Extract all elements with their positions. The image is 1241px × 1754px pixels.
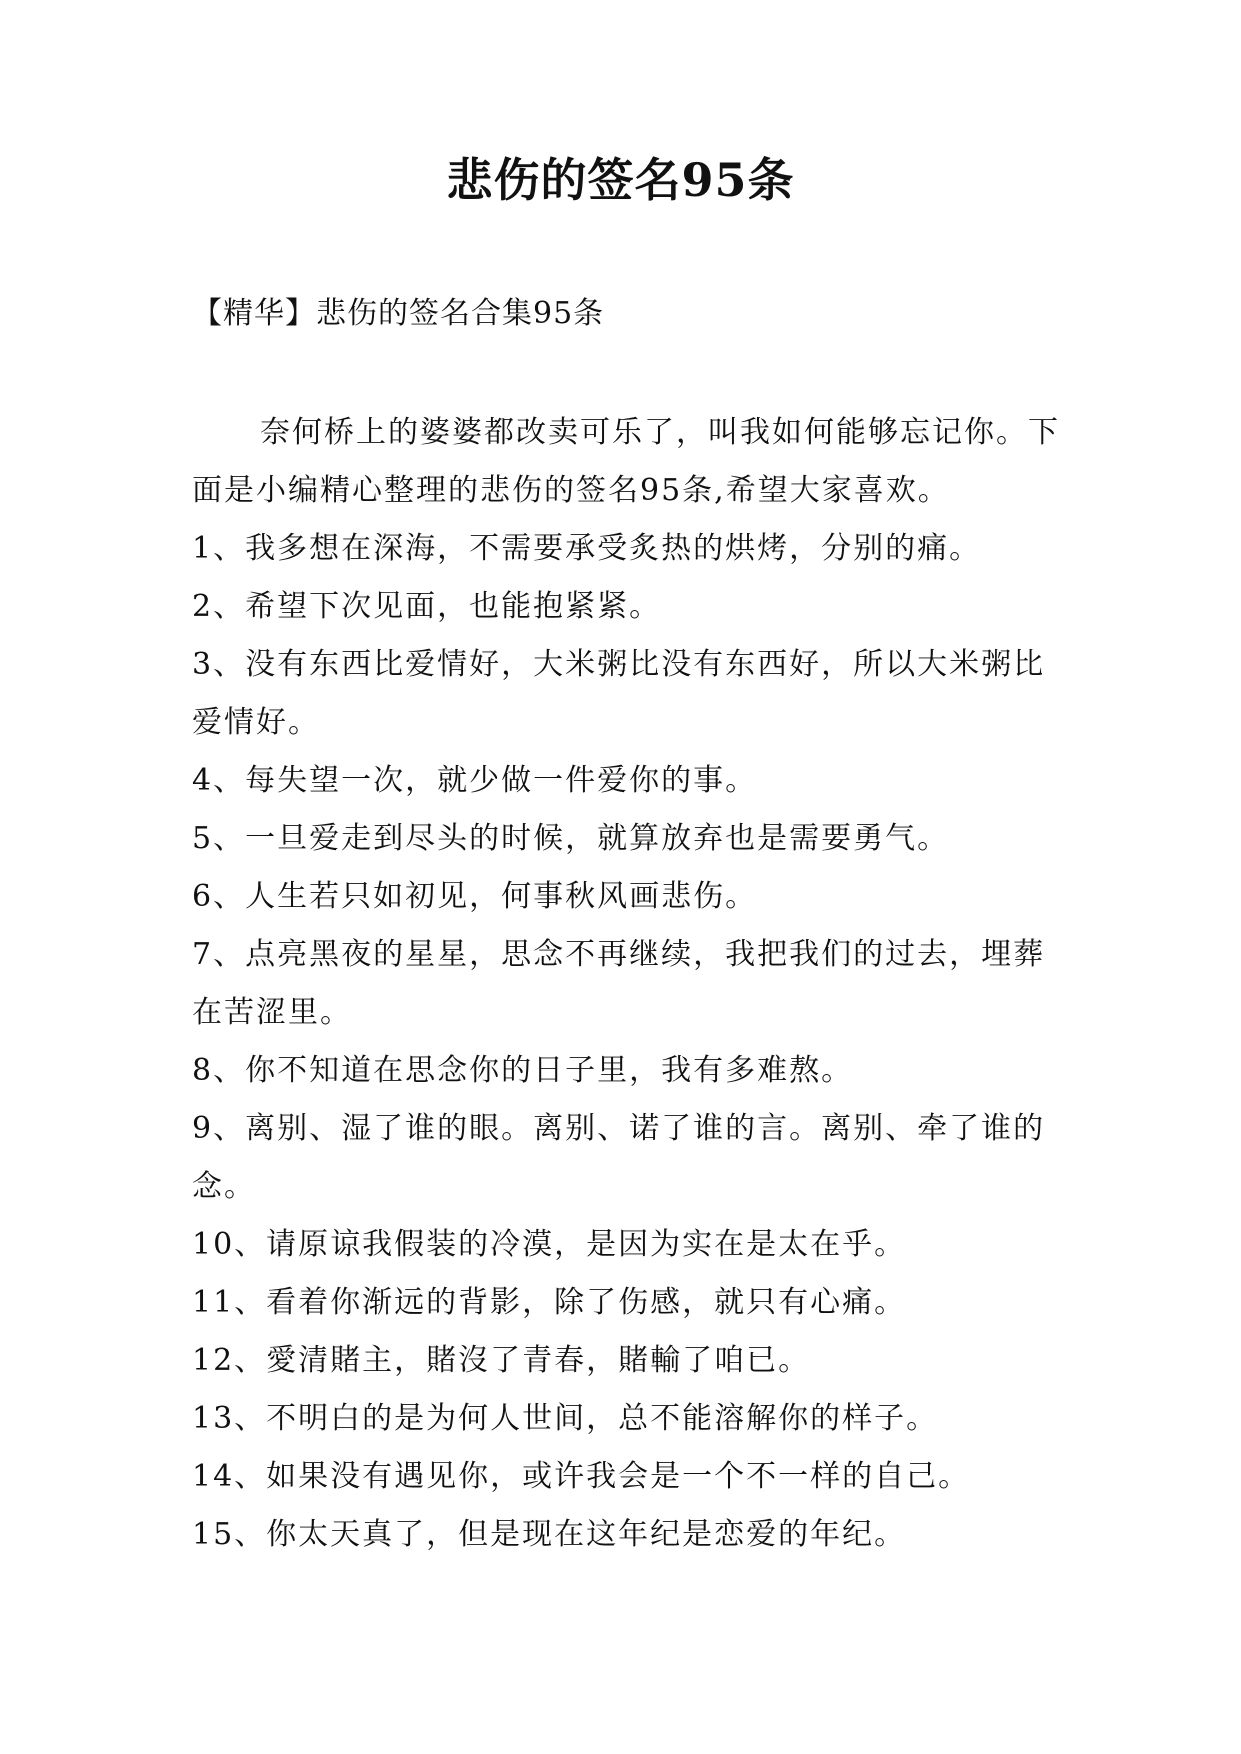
list-item: 7、点亮黑夜的星星，思念不再继续，我把我们的过去，埋葬在苦涩里。 xyxy=(192,937,1046,1030)
list-item: 9、离别、湿了谁的眼。离别、诺了谁的言。离别、牵了谁的念。 xyxy=(192,1111,1046,1204)
document-subtitle: 【精华】悲伤的签名合集95条 xyxy=(192,296,605,331)
list-item: 10、请原谅我假装的冷漠，是因为实在是太在乎。 xyxy=(192,1227,907,1262)
intro-paragraph: 奈何桥上的婆婆都改卖可乐了，叫我如何能够忘记你。下面是小编精心整理的悲伤的签名95条,希望大家喜欢。 xyxy=(192,415,1060,508)
list-item: 5、一旦爱走到尽头的时候，就算放弃也是需要勇气。 xyxy=(192,821,950,856)
list-item: 3、没有东西比爱情好，大米粥比没有东西好，所以大米粥比爱情好。 xyxy=(192,647,1046,740)
document-title: 悲伤的签名95条 xyxy=(446,153,795,207)
list-item: 14、如果没有遇见你，或许我会是一个不一样的自己。 xyxy=(192,1459,971,1494)
document-body xyxy=(192,404,1072,1564)
list-item: 13、不明白的是为何人世间，总不能溶解你的样子。 xyxy=(192,1401,939,1436)
list-item: 8、你不知道在思念你的日子里，我有多难熬。 xyxy=(192,1053,854,1088)
list-item: 2、希望下次见面，也能抱紧紧。 xyxy=(192,589,662,624)
list-item: 15、你太天真了，但是现在这年纪是恋爱的年纪。 xyxy=(192,1517,907,1552)
list-item: 6、人生若只如初见，何事秋风画悲伤。 xyxy=(192,879,758,914)
list-item: 11、看着你渐远的背影，除了伤感，就只有心痛。 xyxy=(192,1285,907,1320)
list-item: 1、我多想在深海，不需要承受炙热的烘烤，分别的痛。 xyxy=(192,531,982,566)
list-item: 12、愛清賭主，賭沒了青春，賭輸了咱已。 xyxy=(192,1343,811,1378)
list-item: 4、每失望一次，就少做一件爱你的事。 xyxy=(192,763,758,798)
